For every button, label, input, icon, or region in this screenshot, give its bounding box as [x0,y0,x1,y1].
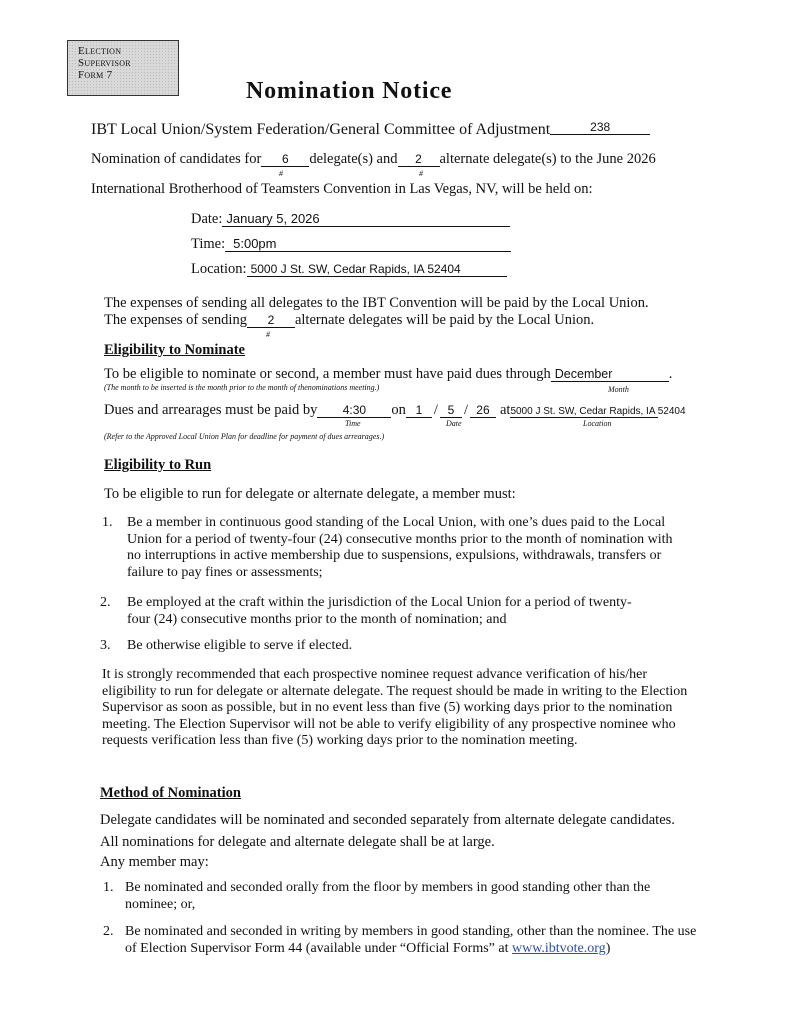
recommendation-paragraph: It is strongly recommended that each prospective nominee request advance verification of his/her eligibility to run for delegate or alternate delegate. The request should be made in writing to the Election Supervisor as soon as possible, but in no event less than five (5) working days prior to the nomination meeting. The Election Supervisor will not be able to verify eligibility of any prospective nominee who requests verification less than five (5) working days prior to the nomination meeting. [102,667,688,748]
list-number: 2. [103,924,114,939]
list-item-text: Be nominated and seconded in writing by members in good standing, other than the nominee. The use of Election Supervisor Form 44 (available under “Official Forms” at [125,924,697,956]
nomination-prefix: Nomination of candidates for [91,151,262,167]
date-field[interactable]: January 5, 2026 [222,211,510,227]
form-label-box [67,40,179,96]
alternates-count-field[interactable]: 2 [398,152,440,167]
method-heading: Method of Nomination [100,785,241,801]
month-label: Month [608,385,629,394]
convention-line: International Brotherhood of Teamsters Convention in Las Vegas, NV, will be held on: [91,181,593,197]
local-union-label: IBT Local Union/System Federation/General Committee of Adjustment [91,121,551,138]
refer-note: (Refer to the Approved Local Union Plan for deadline for payment of dues arrearages.) [104,432,385,441]
dues-row [104,366,672,383]
hash-mark: # [419,169,423,178]
dues-prefix: To be eligible to nominate or second, a member must have paid dues through [104,366,551,382]
arrears-time-field[interactable]: 4:30 [317,403,391,418]
nomination-mid: delegate(s) and [309,151,398,167]
ibtvote-link[interactable]: www.ibtvote.org [511,940,606,956]
time-row [191,236,511,253]
date-row [191,211,510,228]
method-line: Delegate candidates will be nominated and seconded separately from alternate delegate candidates. [100,812,675,828]
expenses-line: The expenses of sending all delegates to the IBT Convention will be paid by the Local Union. [104,295,649,311]
form-box-line: Form 7 [78,69,113,81]
local-union-row [91,121,650,139]
list-number: 1. [103,880,114,895]
expenses-alt-prefix: The expenses of sending [104,312,247,328]
location-caption: Location [583,419,612,428]
list-item: Be a member in continuous good standing of the Local Union, with one’s dues paid to the Local Union for a period of twenty-four (24) consecutive months prior to the month of nomination with no interruptions in active membership due to suspensions, expulsions, withdrawals, transfers or failure to pay fines or assessments; [127,515,673,580]
method-line: All nominations for delegate and alternate delegate shall be at large. [100,834,495,850]
arrears-year-field[interactable]: 26 [470,403,496,418]
closing-paren: ) [605,940,611,956]
arrears-location-field[interactable]: 5000 J St. SW, Cedar Rapids, IA 52404 [510,406,686,417]
form-box-line: Supervisor [78,57,131,69]
page-title: Nomination Notice [246,78,453,104]
nomination-row [91,151,656,168]
form-box-line: Election [78,45,122,57]
arrears-day-field[interactable]: 5 [440,403,462,418]
date-caption: Date [446,419,462,428]
time-field[interactable]: 5:00pm [225,236,511,252]
eligibility-run-heading: Eligibility to Run [104,457,212,473]
arrears-at: at [499,402,511,418]
expenses-alt-suffix: alternate delegates will be paid by the Local Union. [294,312,595,328]
list-item: Be employed at the craft within the jurisdiction of the Local Union for a period of twenty-four (24) consecutive months prior to the month of nomination; and [127,595,632,627]
list-item: Be nominated and seconded orally from the floor by members in good standing other than the nominee; or, [125,880,651,912]
list-number: 3. [100,638,111,653]
hash-mark: # [279,169,283,178]
time-caption: Time [345,419,361,428]
list-number: 1. [102,515,113,530]
date-slash: / [463,402,468,418]
list-item [125,924,700,957]
eligibility-nominate-heading: Eligibility to Nominate [104,342,245,358]
arrears-prefix: Dues and arrearages must be paid by [104,402,318,418]
eligibility-run-intro: To be eligible to run for delegate or alternate delegate, a member must: [104,486,516,502]
date-label: Date: [191,211,223,227]
delegates-count-field[interactable]: 6 [261,152,309,167]
arrears-month-field[interactable]: 1 [406,403,432,418]
local-union-field[interactable]: 238 [550,120,650,135]
method-line: Any member may: [100,854,209,870]
location-row [191,261,507,278]
time-label: Time: [191,236,226,252]
list-item: Be otherwise eligible to serve if elected. [127,638,353,653]
arrears-on: on [391,402,406,418]
date-slash: / [433,402,438,418]
nomination-suffix: alternate delegate(s) to the June 2026 [439,151,656,167]
location-field[interactable]: 5000 J St. SW, Cedar Rapids, IA 52404 [247,262,507,277]
month-note: (The month to be inserted is the month prior to the month of thenominations meeting.) [104,383,380,392]
hash-mark: # [266,330,270,339]
expenses-alt-field[interactable]: 2 [247,313,295,328]
location-label: Location: [191,261,247,277]
expenses-alt-row [104,312,594,329]
arrears-row [104,402,686,419]
dues-period: . [668,366,673,382]
dues-month-field[interactable]: December [551,367,669,382]
list-number: 2. [100,595,111,610]
